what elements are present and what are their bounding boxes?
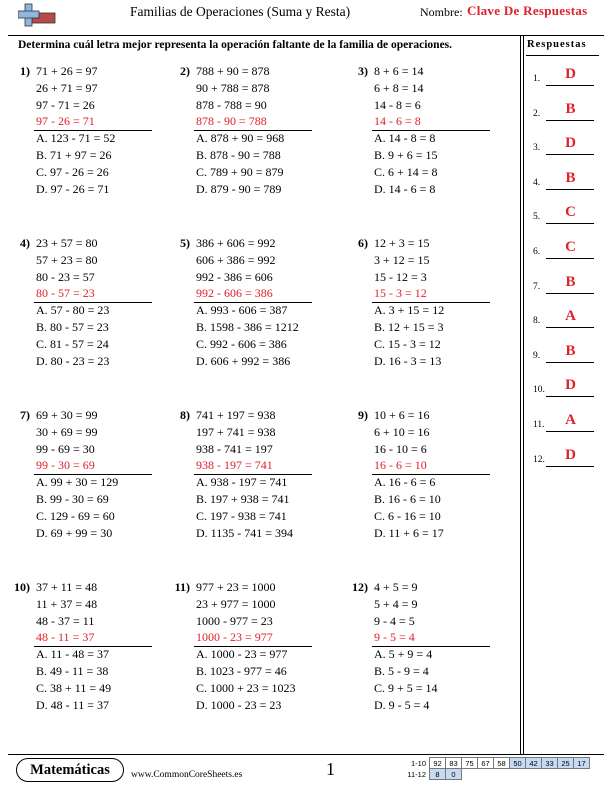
- score-cell: 33: [542, 758, 558, 769]
- fact-line: 6 + 10 = 16: [374, 424, 430, 439]
- answer-option: A. 123 - 71 = 52: [36, 131, 116, 146]
- fact-line: 97 - 71 = 26: [36, 97, 95, 112]
- answer-option: B. 12 + 15 = 3: [374, 320, 444, 334]
- answer-option: B. 9 + 6 = 15: [374, 148, 438, 162]
- answer-letter: C: [565, 204, 576, 221]
- answer-number: 11.: [533, 420, 545, 430]
- answers-title: Respuestas: [527, 39, 587, 50]
- fact-line: 57 + 23 = 80: [36, 252, 98, 267]
- answer-letter: D: [565, 135, 576, 152]
- answer-option: D. 1135 - 741 = 394: [196, 525, 293, 540]
- answer-column-divider-left: [520, 36, 521, 754]
- answer-option: D. 1000 - 23 = 23: [196, 697, 282, 712]
- page-title: Familias de Operaciones (Suma y Resta): [130, 4, 351, 19]
- answer-letter: D: [565, 66, 576, 82]
- score-cell: 83: [446, 758, 462, 769]
- answer-option: B. 1023 - 977 = 46: [196, 664, 287, 678]
- fact-line: 8 + 6 = 14: [374, 64, 424, 78]
- answer-option: D. 11 + 6 = 17: [374, 525, 444, 540]
- fact-line: 69 + 30 = 99: [36, 408, 98, 422]
- answer-option: B. 99 - 30 = 69: [36, 492, 109, 506]
- answer-option: B. 878 - 90 = 788: [196, 148, 281, 162]
- problem-number: 2): [180, 64, 190, 78]
- fact-line: 26 + 71 = 97: [36, 80, 98, 95]
- problem-number: 8): [180, 408, 190, 422]
- answer-option: B. 80 - 57 = 23: [36, 320, 109, 334]
- fact-line: 80 - 23 = 57: [36, 269, 95, 284]
- answer-number: 10.: [533, 385, 545, 396]
- answer-number: 3.: [533, 143, 541, 154]
- fact-line: 3 + 12 = 15: [374, 252, 430, 267]
- problem-number: 6): [358, 236, 368, 250]
- problem-number: 11): [174, 580, 190, 594]
- plus-minus-logo-icon: [18, 3, 56, 37]
- answer-option: D. 48 - 11 = 37: [36, 697, 109, 712]
- problem-number: 7): [20, 408, 30, 422]
- answer-blank-line: [546, 258, 594, 259]
- answer-number: 1.: [533, 74, 541, 84]
- fact-line: 11 + 37 = 48: [36, 596, 98, 611]
- score-cell: 92: [430, 758, 446, 769]
- missing-fact: 15 - 3 = 12: [374, 286, 427, 301]
- fact-line: 15 - 12 = 3: [374, 269, 427, 284]
- answer-number: 12.: [533, 454, 545, 465]
- instructions: Determina cuál letra mejor representa la operación faltante de la familia de operaciones.: [18, 39, 453, 51]
- answer-option: A. 57 - 80 = 23: [36, 303, 110, 318]
- fact-line: 48 - 37 = 11: [36, 613, 95, 628]
- score-cell: 58: [494, 758, 510, 769]
- answers-title-underline: [526, 55, 599, 56]
- answer-blank-line: [546, 120, 594, 121]
- missing-fact: 16 - 6 = 10: [374, 458, 427, 473]
- answer-letter: B: [565, 273, 576, 290]
- answer-letter: C: [565, 239, 576, 255]
- answer-option: A. 16 - 6 = 6: [374, 475, 436, 490]
- fact-line: 23 + 57 = 80: [36, 236, 98, 250]
- score-table: [398, 757, 590, 780]
- answer-option: D. 606 + 992 = 386: [196, 353, 291, 368]
- fact-line: 12 + 3 = 15: [374, 236, 430, 250]
- site-url: www.CommonCoreSheets.es: [131, 770, 243, 780]
- answer-letter: D: [565, 446, 576, 463]
- fact-line: 37 + 11 = 48: [36, 580, 98, 594]
- answer-option: C. 6 - 16 = 10: [374, 508, 441, 523]
- answer-option: C. 6 + 14 = 8: [374, 164, 438, 179]
- answer-option: A. 14 - 8 = 8: [374, 131, 436, 146]
- missing-fact: 99 - 30 = 69: [36, 458, 95, 473]
- answer-option: D. 69 + 99 = 30: [36, 525, 113, 540]
- missing-fact: 878 - 90 = 788: [196, 114, 267, 129]
- score-cell: 25: [558, 758, 574, 769]
- answer-option: C. 97 - 26 = 26: [36, 164, 109, 179]
- brand-badge: Matemáticas: [16, 758, 124, 782]
- name-label: Nombre:: [420, 5, 463, 19]
- fact-line: 14 - 8 = 6: [374, 97, 421, 112]
- problem-number: 12): [352, 580, 368, 594]
- answer-letter: A: [565, 412, 576, 428]
- problem-number: 5): [180, 236, 190, 250]
- answer-option: D. 879 - 90 = 789: [196, 181, 282, 196]
- missing-fact: 938 - 197 = 741: [196, 458, 273, 473]
- fact-line: 16 - 10 = 6: [374, 441, 427, 456]
- answer-option: D. 14 - 6 = 8: [374, 181, 436, 196]
- answer-number: 8.: [533, 316, 541, 327]
- score-cell: 75: [462, 758, 478, 769]
- answer-letter: D: [565, 377, 576, 394]
- answer-option: A. 99 + 30 = 129: [36, 475, 119, 490]
- answer-option: C. 992 - 606 = 386: [196, 336, 287, 351]
- answer-option: C. 15 - 3 = 12: [374, 336, 441, 351]
- answer-blank-line: [546, 293, 594, 294]
- answer-option: B. 5 - 9 = 4: [374, 664, 429, 678]
- score-cell: 17: [574, 758, 590, 769]
- missing-fact: 1000 - 23 = 977: [196, 630, 273, 645]
- fact-line: 4 + 5 = 9: [374, 580, 418, 594]
- name-value: Clave De Respuestas: [467, 3, 588, 18]
- problem-number: 9): [358, 408, 368, 422]
- answer-option: A. 1000 - 23 = 977: [196, 647, 288, 662]
- answer-option: D. 80 - 23 = 23: [36, 353, 110, 368]
- answer-number: 9.: [533, 350, 541, 361]
- answer-letter: B: [565, 100, 576, 117]
- score-cell: 8: [430, 769, 446, 780]
- answer-option: A. 5 + 9 = 4: [374, 647, 433, 662]
- answer-number: 2.: [533, 108, 541, 119]
- fact-line: 878 - 788 = 90: [196, 97, 267, 112]
- fact-line: 386 + 606 = 992: [196, 236, 276, 250]
- answer-option: A. 938 - 197 = 741: [196, 475, 288, 490]
- fact-line: 938 - 741 = 197: [196, 441, 273, 456]
- fact-line: 23 + 977 = 1000: [196, 596, 276, 611]
- answer-option: C. 789 + 90 = 879: [196, 164, 284, 179]
- answer-option: A. 11 - 48 = 37: [36, 647, 109, 662]
- answer-blank-line: [546, 189, 594, 190]
- answer-option: C. 38 + 11 = 49: [36, 680, 112, 695]
- fact-line: 6 + 8 = 14: [374, 80, 424, 95]
- fact-line: 977 + 23 = 1000: [196, 580, 276, 594]
- fact-line: 99 - 69 = 30: [36, 441, 95, 456]
- fact-line: 606 + 386 = 992: [196, 252, 276, 267]
- score-cell: 50: [510, 758, 526, 769]
- problem-number: 4): [20, 236, 30, 250]
- answer-option: C. 81 - 57 = 24: [36, 336, 109, 351]
- answer-option: B. 197 + 938 = 741: [196, 492, 290, 506]
- score-row-11-12: [398, 769, 590, 780]
- answer-number: 5.: [533, 212, 541, 223]
- problem-number: 3): [358, 64, 368, 78]
- answer-number: 4.: [533, 177, 541, 188]
- answer-option: B. 1598 - 386 = 1212: [196, 320, 299, 334]
- answer-blank-line: [546, 223, 594, 224]
- fact-line: 71 + 26 = 97: [36, 64, 98, 78]
- fact-line: 10 + 6 = 16: [374, 408, 430, 422]
- answer-blank-line: [546, 327, 594, 328]
- fact-line: 1000 - 977 = 23: [196, 613, 273, 628]
- answer-option: D. 9 - 5 = 4: [374, 697, 430, 712]
- missing-fact: 14 - 6 = 8: [374, 114, 421, 129]
- fact-line: 90 + 788 = 878: [196, 80, 270, 95]
- fact-line: 992 - 386 = 606: [196, 269, 273, 284]
- answer-option: B. 49 - 11 = 38: [36, 664, 109, 678]
- answer-option: A. 3 + 15 = 12: [374, 303, 445, 318]
- score-row-label: 1-10: [410, 758, 426, 768]
- answer-blank-line: [546, 396, 594, 397]
- answer-option: C. 9 + 5 = 14: [374, 680, 438, 695]
- answer-option: A. 993 - 606 = 387: [196, 303, 288, 318]
- fact-line: 788 + 90 = 878: [196, 64, 270, 78]
- answer-letter: B: [565, 342, 576, 359]
- score-cell: 67: [478, 758, 494, 769]
- answer-option: C. 129 - 69 = 60: [36, 508, 115, 523]
- header-divider: [8, 35, 604, 36]
- answer-option: C. 1000 + 23 = 1023: [196, 680, 296, 695]
- answer-letter: A: [565, 308, 576, 325]
- answer-blank-line: [546, 85, 594, 86]
- score-row-1-10: [398, 758, 590, 769]
- missing-fact: 97 - 26 = 71: [36, 114, 95, 129]
- answer-blank-line: [546, 431, 594, 432]
- footer-divider: [8, 754, 604, 755]
- score-cell: 42: [526, 758, 542, 769]
- missing-fact: 80 - 57 = 23: [36, 286, 95, 301]
- answer-letter: B: [565, 169, 576, 186]
- answer-column-divider-inner: [523, 36, 524, 754]
- answer-option: C. 197 - 938 = 741: [196, 508, 287, 523]
- problem-number: 1): [20, 64, 30, 78]
- answer-option: B. 16 - 6 = 10: [374, 492, 441, 506]
- fact-line: 30 + 69 = 99: [36, 424, 98, 439]
- fact-line: 9 - 4 = 5: [374, 613, 415, 628]
- answer-blank-line: [546, 362, 594, 363]
- fact-line: 741 + 197 = 938: [196, 408, 276, 422]
- answer-blank-line: [546, 466, 594, 467]
- answer-option: D. 97 - 26 = 71: [36, 181, 110, 196]
- problem-number: 10): [14, 580, 30, 594]
- score-cell: 0: [446, 769, 462, 780]
- answer-number: 6.: [533, 247, 541, 257]
- answer-option: D. 16 - 3 = 13: [374, 353, 442, 368]
- answer-option: A. 878 + 90 = 968: [196, 131, 285, 146]
- page-number: 1: [326, 759, 335, 779]
- missing-fact: 48 - 11 = 37: [36, 630, 95, 645]
- answer-option: B. 71 + 97 = 26: [36, 148, 112, 162]
- answer-number: 7.: [533, 281, 541, 292]
- answer-blank-line: [546, 154, 594, 155]
- score-row-label: 11-12: [407, 769, 426, 779]
- fact-line: 197 + 741 = 938: [196, 424, 276, 439]
- missing-fact: 992 - 606 = 386: [196, 286, 273, 301]
- fact-line: 5 + 4 = 9: [374, 596, 418, 611]
- missing-fact: 9 - 5 = 4: [374, 630, 415, 645]
